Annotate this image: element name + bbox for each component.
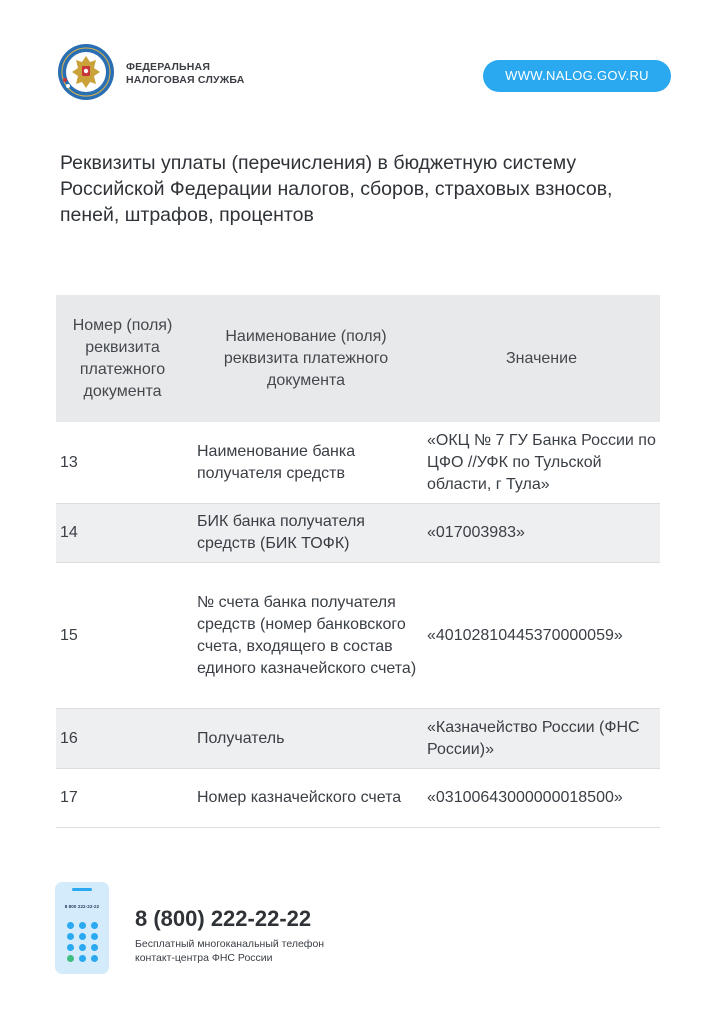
phone-screen-number: 8 800 222-22-22 [64,904,100,909]
phone-icon [55,882,109,974]
row-value: «Казначейство России (ФНС России)» [423,709,660,769]
title-line3: пеней, штрафов, процентов [60,204,314,226]
row-value: «ОКЦ № 7 ГУ Банка России по ЦФО //УФК по Тульской области, г Тула» [423,422,660,504]
row-name: № счета банка получателя средств (номер банковского счета, входящего в состав единого казначейского счета) [189,563,423,709]
column-header-name: Наименование (поля) реквизита платежного документа [189,295,423,422]
phone-speaker [72,888,92,891]
row-number: 13 [56,422,189,504]
row-name: Наименование банка получателя средств [189,422,423,504]
table-row [56,563,660,709]
row-value: «017003983» [423,504,660,563]
phone-keypad [67,922,99,962]
hotline-desc-line1: Бесплатный многоканальный телефон [135,938,325,950]
table-row [56,504,660,563]
hotline-description [135,937,324,965]
column-header-number: Номер (поля) реквизита платежного документа [56,295,189,422]
table-row [56,422,660,504]
row-value: «40102810445370000059» [423,563,660,709]
org-name [126,61,245,87]
table-row [56,709,660,769]
row-number: 16 [56,709,189,769]
requisites-table [56,295,660,828]
org-name-line1: ФЕДЕРАЛЬНАЯ [126,61,211,73]
row-name: Получатель [189,709,423,769]
header [56,42,676,112]
fns-emblem-icon [56,42,116,102]
row-number: 15 [56,563,189,709]
title-line2: Российской Федерации налогов, сборов, страховых взносов, [60,178,613,200]
row-value: «03100643000000018500» [423,769,660,828]
row-name: БИК банка получателя средств (БИК ТОФК) [189,504,423,563]
org-name-line2: НАЛОГОВАЯ СЛУЖБА [126,74,245,86]
hotline-desc-line2: контакт-центра ФНС России [135,952,273,964]
site-link-button[interactable]: WWW.NALOG.GOV.RU [483,60,671,92]
page-title [60,150,670,228]
row-number: 17 [56,769,189,828]
table-header-row [56,295,660,422]
row-number: 14 [56,504,189,563]
hotline-footer [55,882,555,977]
hotline-number[interactable]: 8 (800) 222-22-22 [135,906,312,931]
column-header-value: Значение [423,295,660,422]
title-line1: Реквизиты уплаты (перечисления) в бюджетную систему [60,152,577,174]
row-name: Номер казначейского счета [189,769,423,828]
table-row [56,769,660,828]
